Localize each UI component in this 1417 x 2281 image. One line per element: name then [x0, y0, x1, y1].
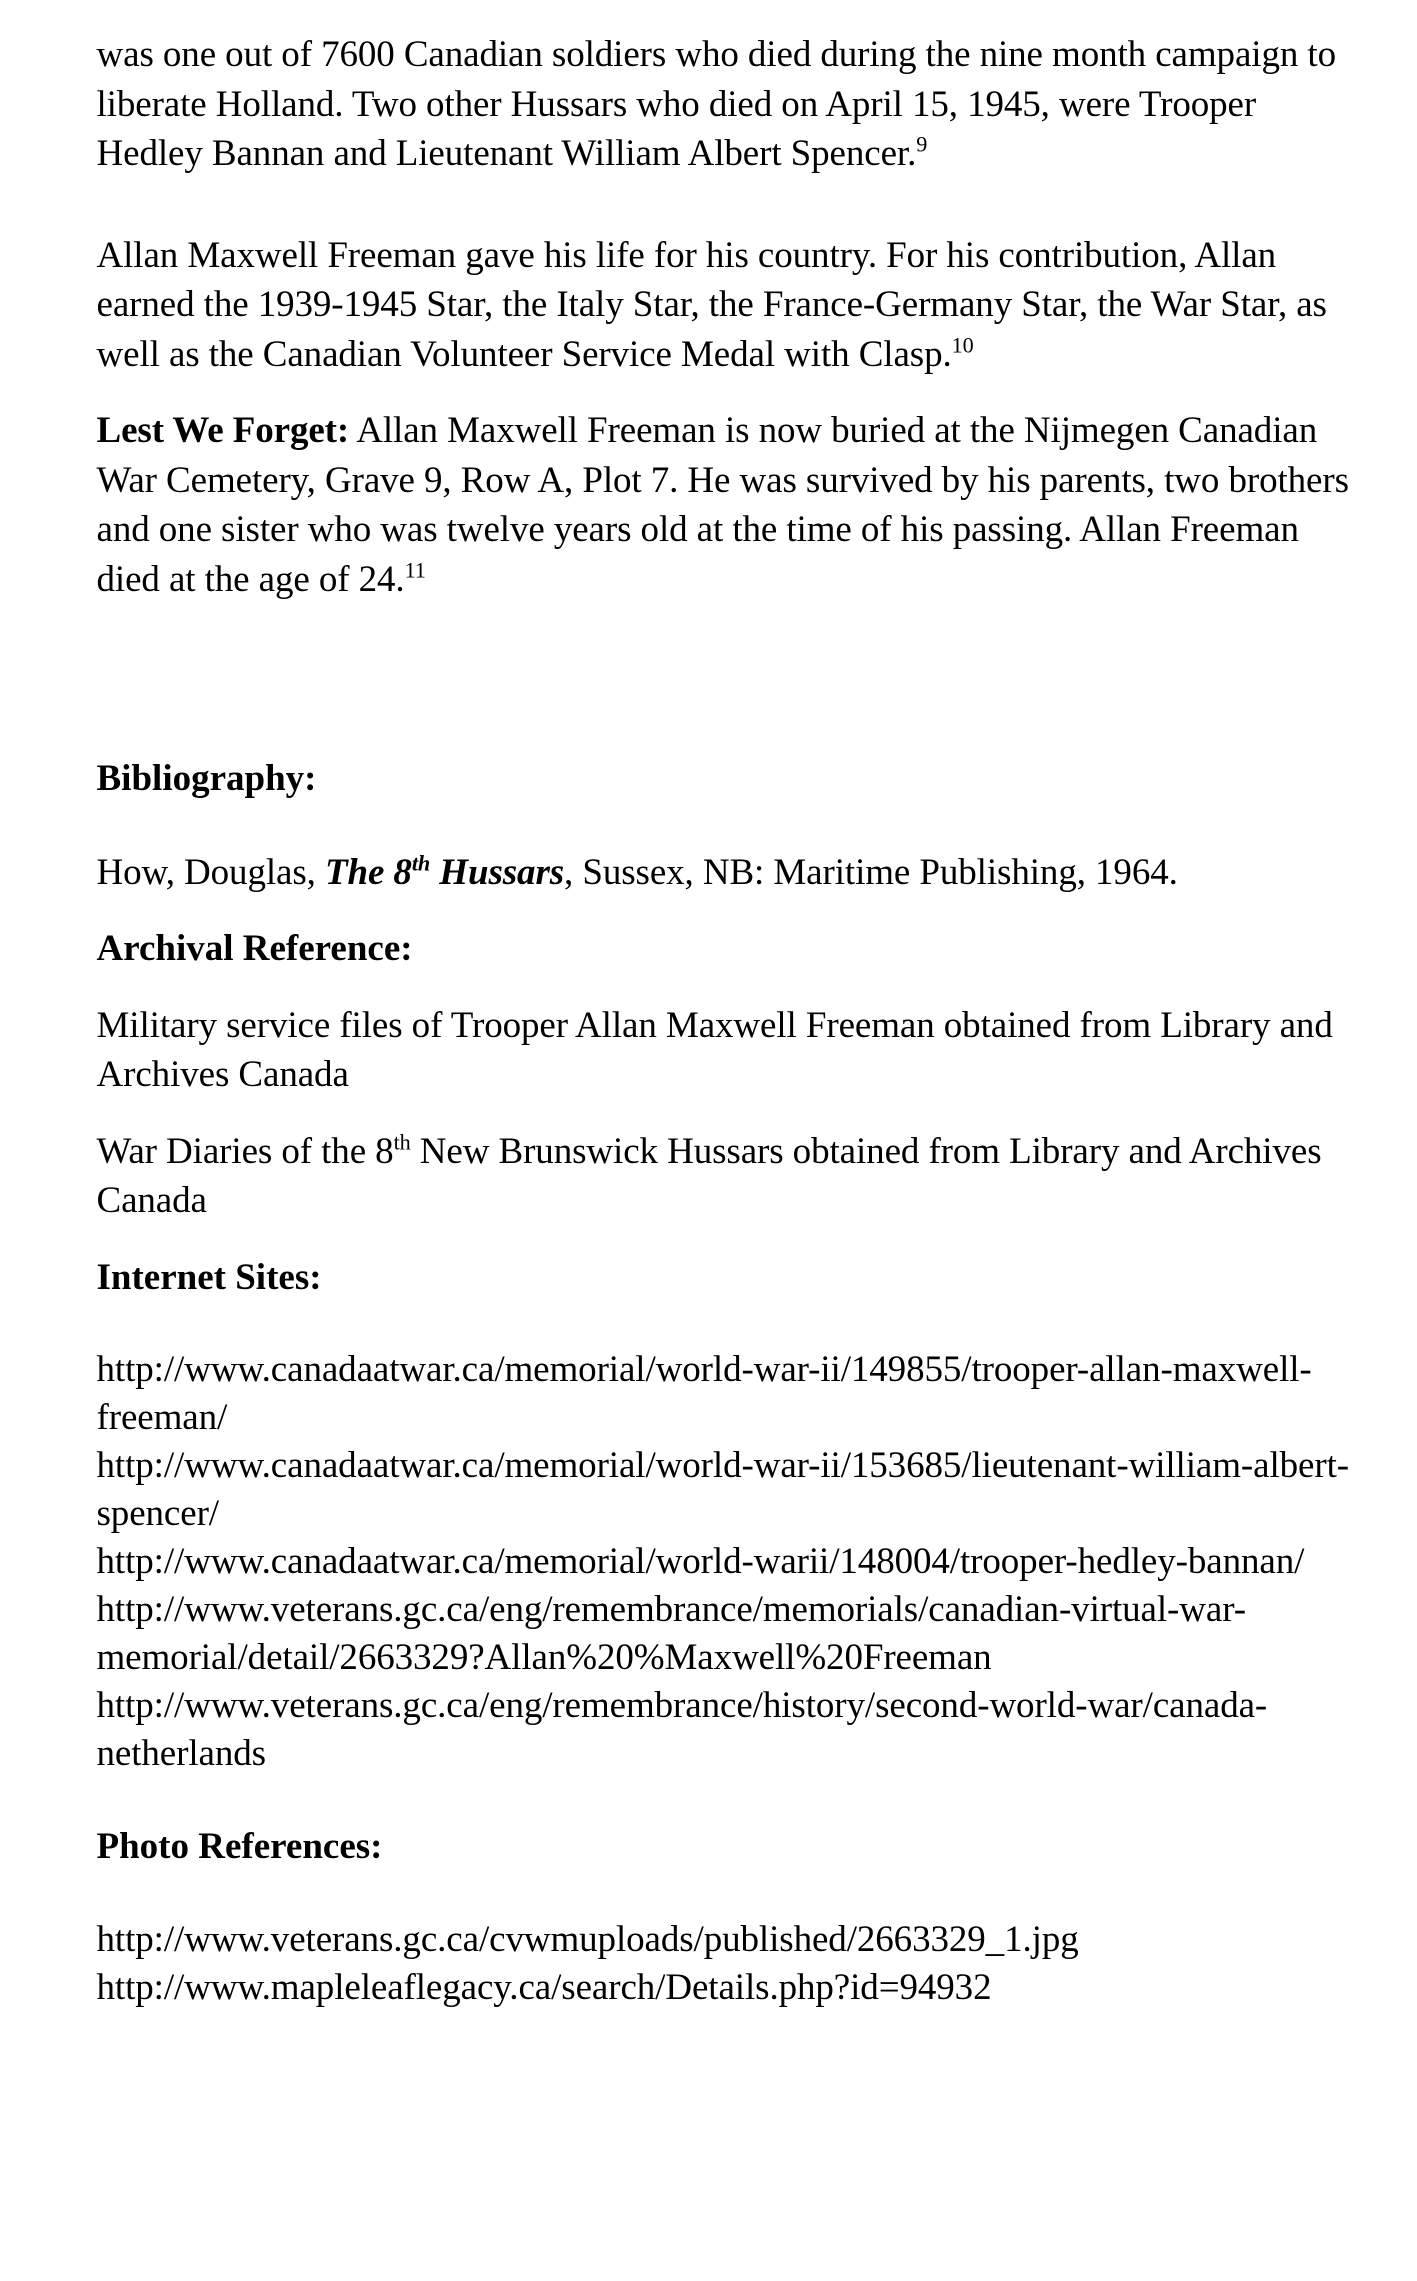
paragraph-medals-text: Allan Maxwell Freeman gave his life for his country. For his contribution, Allan earned the 1939-1945 Star, the Italy Star, the France-Germany Star, the War Star, as well as the Canadian Volunteer Service Medal with Clasp.: [96, 234, 1327, 375]
archival-entry-military-service-files: Military service files of Trooper Allan Maxwell Freeman obtained from Library and Archives Canada: [96, 1004, 1333, 1095]
footnote-marker-10: 10: [951, 331, 974, 357]
lest-we-forget-label: Lest We Forget:: [96, 410, 350, 451]
bibliography-title-lead: The 8: [324, 851, 412, 893]
url-item: http://www.canadaatwar.ca/memorial/world-war-ii/153685/lieutenant-william-albert-spencer/: [96, 1445, 1349, 1534]
internet-sites-url-list: [97, 1346, 1357, 1778]
paragraph-holland-campaign: [97, 30, 1357, 179]
bibliography-title: [324, 849, 565, 893]
heading-internet-sites: Internet Sites:: [96, 1256, 322, 1298]
paragraph-lest-we-forget: [97, 406, 1357, 604]
bibliography-publication: , Sussex, NB: Maritime Publishing, 1964.: [564, 851, 1178, 893]
spacer: [97, 379, 1357, 406]
archival-entry-war-diaries-lead: War Diaries of the 8: [96, 1130, 394, 1172]
bibliography-title-ordinal-suffix: th: [411, 849, 431, 875]
url-item: http://www.veterans.gc.ca/cvwmuploads/published/2663329_1.jpg: [96, 1918, 1079, 1960]
spacer: [97, 1872, 1357, 1916]
spacer: [97, 1226, 1357, 1253]
paragraph-holland-campaign-text: was one out of 7600 Canadian soldiers who died during the nine month campaign to liberate Holland. Two other Hussars who died on April 15, 1945, were Trooper Hedley Bannan and Lieutenant William Albert Spencer.: [96, 34, 1336, 174]
archival-entry-war-diaries-ordinal-suffix: th: [393, 1128, 411, 1154]
photo-references-url-list: [97, 1916, 1357, 2012]
spacer: [97, 974, 1357, 1001]
footnote-marker-9: 9: [916, 131, 928, 157]
spacer: [97, 1778, 1357, 1822]
url-item: http://www.veterans.gc.ca/eng/remembrance/history/second-world-war/canada-netherlands: [96, 1685, 1268, 1774]
spacer: [97, 804, 1357, 848]
document-body: [39, 30, 1379, 2012]
url-item: http://www.canadaatwar.ca/memorial/world-war-ii/149855/trooper-allan-maxwell-freeman/: [96, 1349, 1312, 1438]
url-item: http://www.mapleleaflegacy.ca/search/Details.php?id=94932: [96, 1966, 992, 2008]
bibliography-title-tail: Hussars: [430, 851, 565, 893]
spacer: [97, 179, 1357, 231]
bibliography-author: How, Douglas,: [96, 851, 325, 893]
heading-bibliography: Bibliography:: [96, 758, 317, 799]
url-item: http://www.veterans.gc.ca/eng/remembrance/memorials/canadian-virtual-war-memorial/detail/2663329?Allan%20%Maxwell%20Freeman: [96, 1589, 1246, 1678]
heading-archival-reference: Archival Reference:: [96, 928, 413, 969]
paragraph-lest-we-forget-text: Allan Maxwell Freeman is now buried at the Nijmegen Canadian War Cemetery, Grave 9, Row A, Plot 7. He was survived by his parents, two brothers and one sister who was twelve years old at the time of his passing. Allan Freeman died at the age of 24.: [96, 410, 1349, 600]
archival-entry-war-diaries-tail: New Brunswick Hussars obtained from Library and Archives Canada: [96, 1130, 1322, 1221]
spacer: [97, 1100, 1357, 1127]
url-item: http://www.canadaatwar.ca/memorial/world-warii/148004/trooper-hedley-bannan/: [96, 1541, 1305, 1582]
spacer: [97, 897, 1357, 924]
heading-photo-references: Photo References:: [96, 1826, 383, 1867]
bibliography-entry: [97, 848, 1357, 898]
spacer: [97, 1302, 1357, 1346]
spacer: [97, 604, 1357, 754]
paragraph-medals: [97, 231, 1357, 380]
archival-entry-war-diaries: [97, 1127, 1357, 1226]
footnote-marker-11: 11: [404, 556, 426, 582]
